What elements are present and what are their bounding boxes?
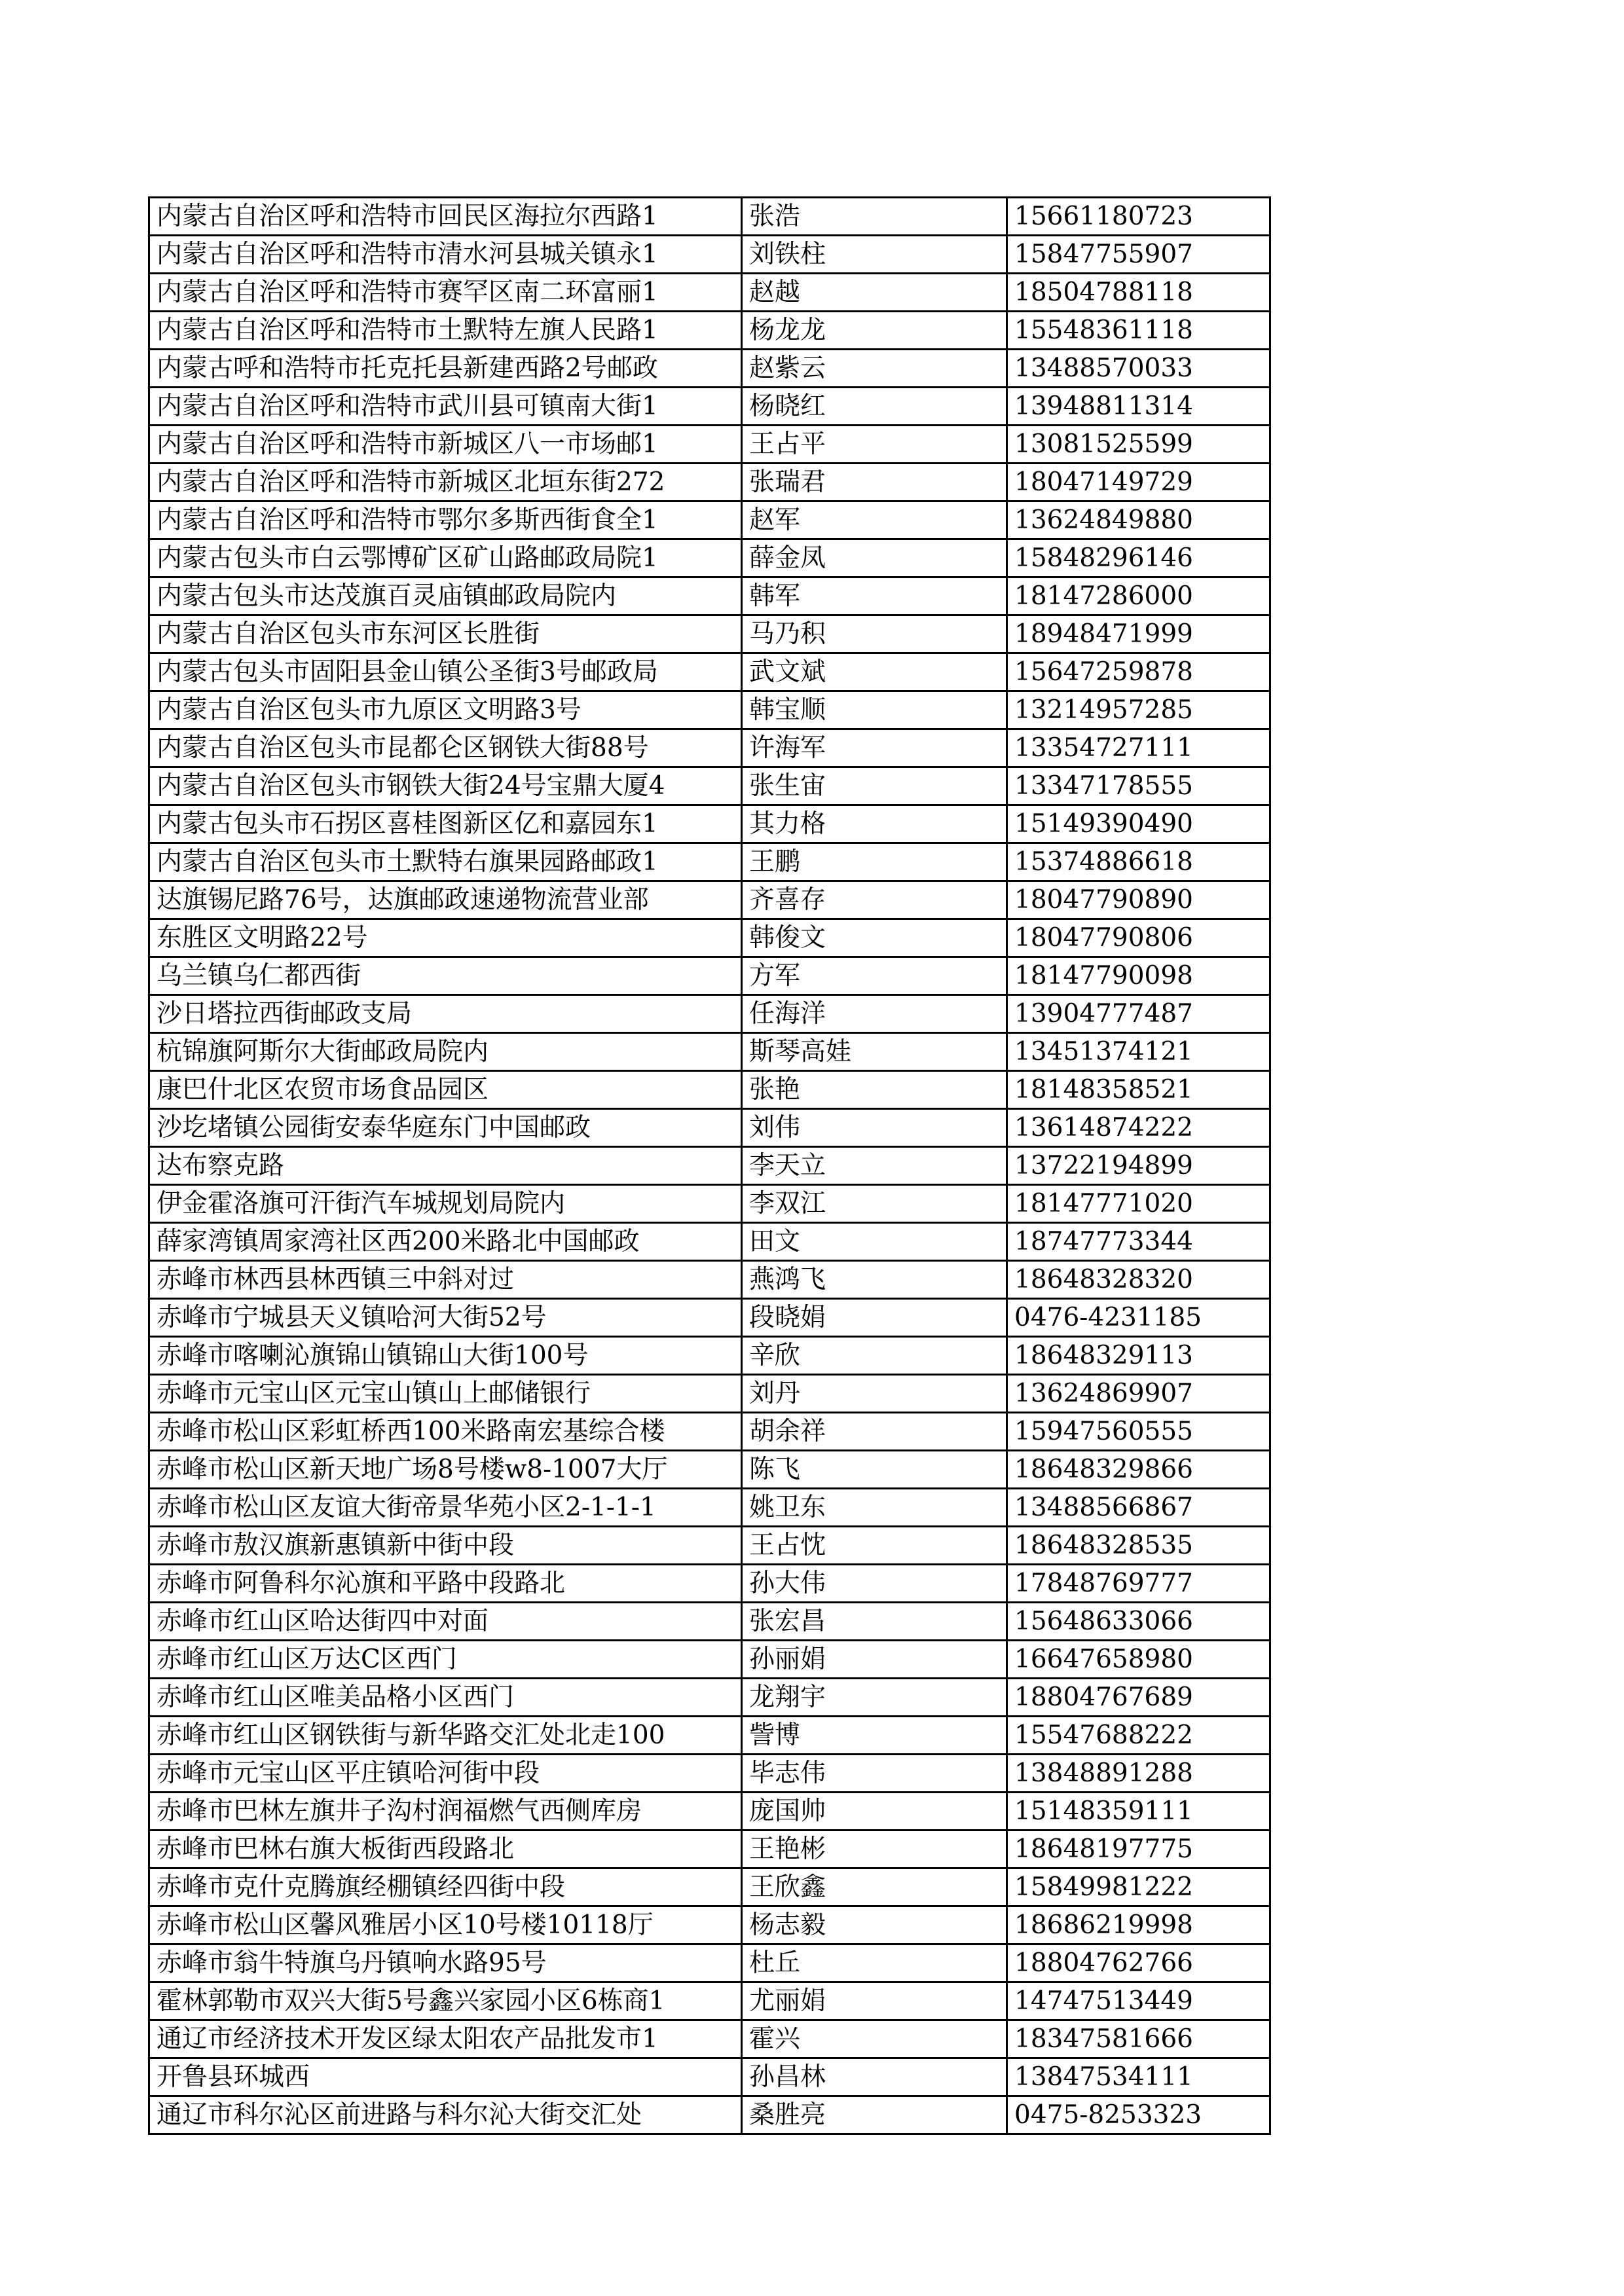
name-cell: 姚卫东 <box>742 1489 1007 1527</box>
address-cell: 赤峰市红山区哈达街四中对面 <box>149 1603 742 1641</box>
phone-cell: 17848769777 <box>1007 1565 1270 1603</box>
phone-cell: 18504788118 <box>1007 274 1270 312</box>
phone-cell: 13451374121 <box>1007 1033 1270 1071</box>
name-cell: 杨龙龙 <box>742 312 1007 350</box>
phone-cell: 13488570033 <box>1007 350 1270 388</box>
address-cell: 赤峰市松山区馨风雅居小区10号楼10118厅 <box>149 1906 742 1944</box>
table-row <box>149 1906 1270 1944</box>
name-cell: 王欣鑫 <box>742 1868 1007 1906</box>
table-row <box>149 2058 1270 2096</box>
address-cell: 达布察克路 <box>149 1147 742 1185</box>
name-cell: 辛欣 <box>742 1337 1007 1375</box>
table-row <box>149 1755 1270 1793</box>
table-row <box>149 1299 1270 1337</box>
table-row <box>149 1109 1270 1147</box>
name-cell: 张浩 <box>742 198 1007 236</box>
name-cell: 薛金凤 <box>742 539 1007 577</box>
table-row <box>149 615 1270 653</box>
name-cell: 李天立 <box>742 1147 1007 1185</box>
phone-cell: 0476-4231185 <box>1007 1299 1270 1337</box>
phone-cell: 15149390490 <box>1007 805 1270 843</box>
name-cell: 毕志伟 <box>742 1755 1007 1793</box>
address-cell: 赤峰市松山区彩虹桥西100米路南宏基综合楼 <box>149 1413 742 1451</box>
table-row <box>149 1337 1270 1375</box>
table-row <box>149 1868 1270 1906</box>
table-row <box>149 843 1270 881</box>
phone-cell: 13354727111 <box>1007 729 1270 767</box>
phone-cell: 18747773344 <box>1007 1223 1270 1261</box>
address-cell: 赤峰市松山区新天地广场8号楼w8-1007大厅 <box>149 1451 742 1489</box>
phone-cell: 13488566867 <box>1007 1489 1270 1527</box>
table-row <box>149 1033 1270 1071</box>
name-cell: 訾博 <box>742 1717 1007 1755</box>
table-row <box>149 1223 1270 1261</box>
name-cell: 胡余祥 <box>742 1413 1007 1451</box>
name-cell: 杨志毅 <box>742 1906 1007 1944</box>
address-cell: 赤峰市巴林左旗井子沟村润福燃气西侧库房 <box>149 1793 742 1831</box>
table-row <box>149 1147 1270 1185</box>
address-cell: 内蒙古呼和浩特市托克托县新建西路2号邮政 <box>149 350 742 388</box>
address-cell: 内蒙古自治区呼和浩特市回民区海拉尔西路1 <box>149 198 742 236</box>
phone-cell: 18047790890 <box>1007 881 1270 919</box>
address-cell: 通辽市科尔沁区前进路与科尔沁大街交汇处 <box>149 2096 742 2134</box>
table-row <box>149 236 1270 274</box>
phone-cell: 14747513449 <box>1007 1982 1270 2020</box>
address-cell: 通辽市经济技术开发区绿太阳农产品批发市1 <box>149 2020 742 2058</box>
table-row <box>149 577 1270 615</box>
address-cell: 内蒙古自治区呼和浩特市清水河县城关镇永1 <box>149 236 742 274</box>
address-cell: 沙日塔拉西街邮政支局 <box>149 995 742 1033</box>
phone-cell: 18347581666 <box>1007 2020 1270 2058</box>
table-row <box>149 1982 1270 2020</box>
table-row <box>149 1451 1270 1489</box>
address-cell: 赤峰市巴林右旗大板街西段路北 <box>149 1831 742 1868</box>
table-row <box>149 1565 1270 1603</box>
address-cell: 内蒙古自治区包头市钢铁大街24号宝鼎大厦4 <box>149 767 742 805</box>
address-cell: 内蒙古包头市白云鄂博矿区矿山路邮政局院1 <box>149 539 742 577</box>
address-cell: 赤峰市元宝山区平庄镇哈河街中段 <box>149 1755 742 1793</box>
table-row <box>149 1717 1270 1755</box>
table-row <box>149 198 1270 236</box>
phone-cell: 18148358521 <box>1007 1071 1270 1109</box>
address-cell: 东胜区文明路22号 <box>149 919 742 957</box>
name-cell: 赵军 <box>742 501 1007 539</box>
phone-cell: 13624849880 <box>1007 501 1270 539</box>
name-cell: 方军 <box>742 957 1007 995</box>
name-cell: 孙大伟 <box>742 1565 1007 1603</box>
table-row <box>149 1375 1270 1413</box>
phone-cell: 15374886618 <box>1007 843 1270 881</box>
table-row <box>149 957 1270 995</box>
table-row <box>149 1071 1270 1109</box>
table-row <box>149 881 1270 919</box>
table-row <box>149 805 1270 843</box>
name-cell: 杨晓红 <box>742 388 1007 426</box>
phone-cell: 13847534111 <box>1007 2058 1270 2096</box>
address-cell: 霍林郭勒市双兴大街5号鑫兴家园小区6栋商1 <box>149 1982 742 2020</box>
contact-table-body <box>149 198 1270 2134</box>
phone-cell: 18648329113 <box>1007 1337 1270 1375</box>
phone-cell: 15661180723 <box>1007 198 1270 236</box>
name-cell: 王占平 <box>742 426 1007 464</box>
name-cell: 田文 <box>742 1223 1007 1261</box>
name-cell: 斯琴高娃 <box>742 1033 1007 1071</box>
phone-cell: 13214957285 <box>1007 691 1270 729</box>
table-row <box>149 464 1270 501</box>
phone-cell: 13081525599 <box>1007 426 1270 464</box>
address-cell: 赤峰市阿鲁科尔沁旗和平路中段路北 <box>149 1565 742 1603</box>
name-cell: 燕鸿飞 <box>742 1261 1007 1299</box>
address-cell: 赤峰市松山区友谊大街帝景华苑小区2-1-1-1 <box>149 1489 742 1527</box>
name-cell: 武文斌 <box>742 653 1007 691</box>
name-cell: 赵越 <box>742 274 1007 312</box>
address-cell: 内蒙古包头市固阳县金山镇公圣街3号邮政局 <box>149 653 742 691</box>
table-row <box>149 691 1270 729</box>
name-cell: 韩俊文 <box>742 919 1007 957</box>
phone-cell: 18804767689 <box>1007 1679 1270 1717</box>
phone-cell: 0475-8253323 <box>1007 2096 1270 2134</box>
table-row <box>149 995 1270 1033</box>
phone-cell: 18047149729 <box>1007 464 1270 501</box>
name-cell: 庞国帅 <box>742 1793 1007 1831</box>
phone-cell: 18648328320 <box>1007 1261 1270 1299</box>
address-cell: 康巴什北区农贸市场食品园区 <box>149 1071 742 1109</box>
address-cell: 内蒙古自治区呼和浩特市新城区北垣东街272 <box>149 464 742 501</box>
table-row <box>149 1793 1270 1831</box>
phone-cell: 18648329866 <box>1007 1451 1270 1489</box>
name-cell: 张宏昌 <box>742 1603 1007 1641</box>
name-cell: 齐喜存 <box>742 881 1007 919</box>
table-row <box>149 1944 1270 1982</box>
name-cell: 尤丽娟 <box>742 1982 1007 2020</box>
name-cell: 张瑞君 <box>742 464 1007 501</box>
address-cell: 伊金霍洛旗可汗街汽车城规划局院内 <box>149 1185 742 1223</box>
table-row <box>149 1413 1270 1451</box>
address-cell: 赤峰市宁城县天义镇哈河大街52号 <box>149 1299 742 1337</box>
name-cell: 李双江 <box>742 1185 1007 1223</box>
name-cell: 刘铁柱 <box>742 236 1007 274</box>
table-row <box>149 312 1270 350</box>
address-cell: 赤峰市红山区钢铁街与新华路交汇处北走100 <box>149 1717 742 1755</box>
name-cell: 其力格 <box>742 805 1007 843</box>
address-cell: 薛家湾镇周家湾社区西200米路北中国邮政 <box>149 1223 742 1261</box>
address-cell: 赤峰市红山区唯美品格小区西门 <box>149 1679 742 1717</box>
phone-cell: 15847755907 <box>1007 236 1270 274</box>
name-cell: 韩军 <box>742 577 1007 615</box>
phone-cell: 18147771020 <box>1007 1185 1270 1223</box>
address-cell: 内蒙古自治区呼和浩特市赛罕区南二环富丽1 <box>149 274 742 312</box>
address-cell: 内蒙古自治区呼和浩特市土默特左旗人民路1 <box>149 312 742 350</box>
name-cell: 许海军 <box>742 729 1007 767</box>
phone-cell: 18948471999 <box>1007 615 1270 653</box>
phone-cell: 15849981222 <box>1007 1868 1270 1906</box>
table-row <box>149 919 1270 957</box>
address-cell: 内蒙古自治区呼和浩特市新城区八一市场邮1 <box>149 426 742 464</box>
address-cell: 达旗锡尼路76号，达旗邮政速递物流营业部 <box>149 881 742 919</box>
phone-cell: 13614874222 <box>1007 1109 1270 1147</box>
name-cell: 韩宝顺 <box>742 691 1007 729</box>
name-cell: 桑胜亮 <box>742 2096 1007 2134</box>
phone-cell: 18804762766 <box>1007 1944 1270 1982</box>
table-row <box>149 501 1270 539</box>
address-cell: 赤峰市林西县林西镇三中斜对过 <box>149 1261 742 1299</box>
phone-cell: 18147286000 <box>1007 577 1270 615</box>
phone-cell: 18147790098 <box>1007 957 1270 995</box>
table-row <box>149 1679 1270 1717</box>
name-cell: 龙翔宇 <box>742 1679 1007 1717</box>
table-row <box>149 1641 1270 1679</box>
phone-cell: 18686219998 <box>1007 1906 1270 1944</box>
phone-cell: 15648633066 <box>1007 1603 1270 1641</box>
table-row <box>149 2020 1270 2058</box>
phone-cell: 13347178555 <box>1007 767 1270 805</box>
name-cell: 马乃积 <box>742 615 1007 653</box>
phone-cell: 13948811314 <box>1007 388 1270 426</box>
phone-cell: 18648328535 <box>1007 1527 1270 1565</box>
name-cell: 霍兴 <box>742 2020 1007 2058</box>
name-cell: 杜丘 <box>742 1944 1007 1982</box>
table-row <box>149 1185 1270 1223</box>
table-row <box>149 539 1270 577</box>
phone-cell: 13722194899 <box>1007 1147 1270 1185</box>
phone-cell: 15547688222 <box>1007 1717 1270 1755</box>
phone-cell: 13624869907 <box>1007 1375 1270 1413</box>
table-row <box>149 1527 1270 1565</box>
name-cell: 张艳 <box>742 1071 1007 1109</box>
phone-cell: 15647259878 <box>1007 653 1270 691</box>
phone-cell: 15848296146 <box>1007 539 1270 577</box>
name-cell: 王占忱 <box>742 1527 1007 1565</box>
phone-cell: 15947560555 <box>1007 1413 1270 1451</box>
name-cell: 段晓娟 <box>742 1299 1007 1337</box>
table-row <box>149 1261 1270 1299</box>
address-cell: 沙圪堵镇公园街安泰华庭东门中国邮政 <box>149 1109 742 1147</box>
table-row <box>149 653 1270 691</box>
name-cell: 孙昌林 <box>742 2058 1007 2096</box>
phone-cell: 13904777487 <box>1007 995 1270 1033</box>
phone-cell: 15548361118 <box>1007 312 1270 350</box>
contact-table <box>148 196 1271 2135</box>
phone-cell: 13848891288 <box>1007 1755 1270 1793</box>
table-row <box>149 388 1270 426</box>
name-cell: 赵紫云 <box>742 350 1007 388</box>
phone-cell: 18047790806 <box>1007 919 1270 957</box>
address-cell: 赤峰市元宝山区元宝山镇山上邮储银行 <box>149 1375 742 1413</box>
name-cell: 刘伟 <box>742 1109 1007 1147</box>
table-row <box>149 767 1270 805</box>
address-cell: 杭锦旗阿斯尔大街邮政局院内 <box>149 1033 742 1071</box>
address-cell: 内蒙古包头市石拐区喜桂图新区亿和嘉园东1 <box>149 805 742 843</box>
address-cell: 内蒙古自治区包头市九原区文明路3号 <box>149 691 742 729</box>
table-row <box>149 274 1270 312</box>
address-cell: 赤峰市翁牛特旗乌丹镇响水路95号 <box>149 1944 742 1982</box>
address-cell: 内蒙古自治区呼和浩特市武川县可镇南大街1 <box>149 388 742 426</box>
address-cell: 开鲁县环城西 <box>149 2058 742 2096</box>
name-cell: 王鹏 <box>742 843 1007 881</box>
name-cell: 刘丹 <box>742 1375 1007 1413</box>
table-row <box>149 350 1270 388</box>
address-cell: 内蒙古自治区包头市土默特右旗果园路邮政1 <box>149 843 742 881</box>
table-row <box>149 1603 1270 1641</box>
phone-cell: 18648197775 <box>1007 1831 1270 1868</box>
name-cell: 陈飞 <box>742 1451 1007 1489</box>
table-row <box>149 729 1270 767</box>
name-cell: 张生宙 <box>742 767 1007 805</box>
address-cell: 内蒙古自治区呼和浩特市鄂尔多斯西街食全1 <box>149 501 742 539</box>
address-cell: 内蒙古包头市达茂旗百灵庙镇邮政局院内 <box>149 577 742 615</box>
table-row <box>149 426 1270 464</box>
address-cell: 赤峰市克什克腾旗经棚镇经四街中段 <box>149 1868 742 1906</box>
address-cell: 赤峰市红山区万达C区西门 <box>149 1641 742 1679</box>
address-cell: 赤峰市喀喇沁旗锦山镇锦山大街100号 <box>149 1337 742 1375</box>
phone-cell: 15148359111 <box>1007 1793 1270 1831</box>
name-cell: 王艳彬 <box>742 1831 1007 1868</box>
name-cell: 孙丽娟 <box>742 1641 1007 1679</box>
table-row <box>149 1489 1270 1527</box>
address-cell: 乌兰镇乌仁都西街 <box>149 957 742 995</box>
table-row <box>149 1831 1270 1868</box>
address-cell: 内蒙古自治区包头市东河区长胜街 <box>149 615 742 653</box>
address-cell: 赤峰市敖汉旗新惠镇新中街中段 <box>149 1527 742 1565</box>
address-cell: 内蒙古自治区包头市昆都仑区钢铁大街88号 <box>149 729 742 767</box>
table-row <box>149 2096 1270 2134</box>
phone-cell: 16647658980 <box>1007 1641 1270 1679</box>
name-cell: 任海洋 <box>742 995 1007 1033</box>
